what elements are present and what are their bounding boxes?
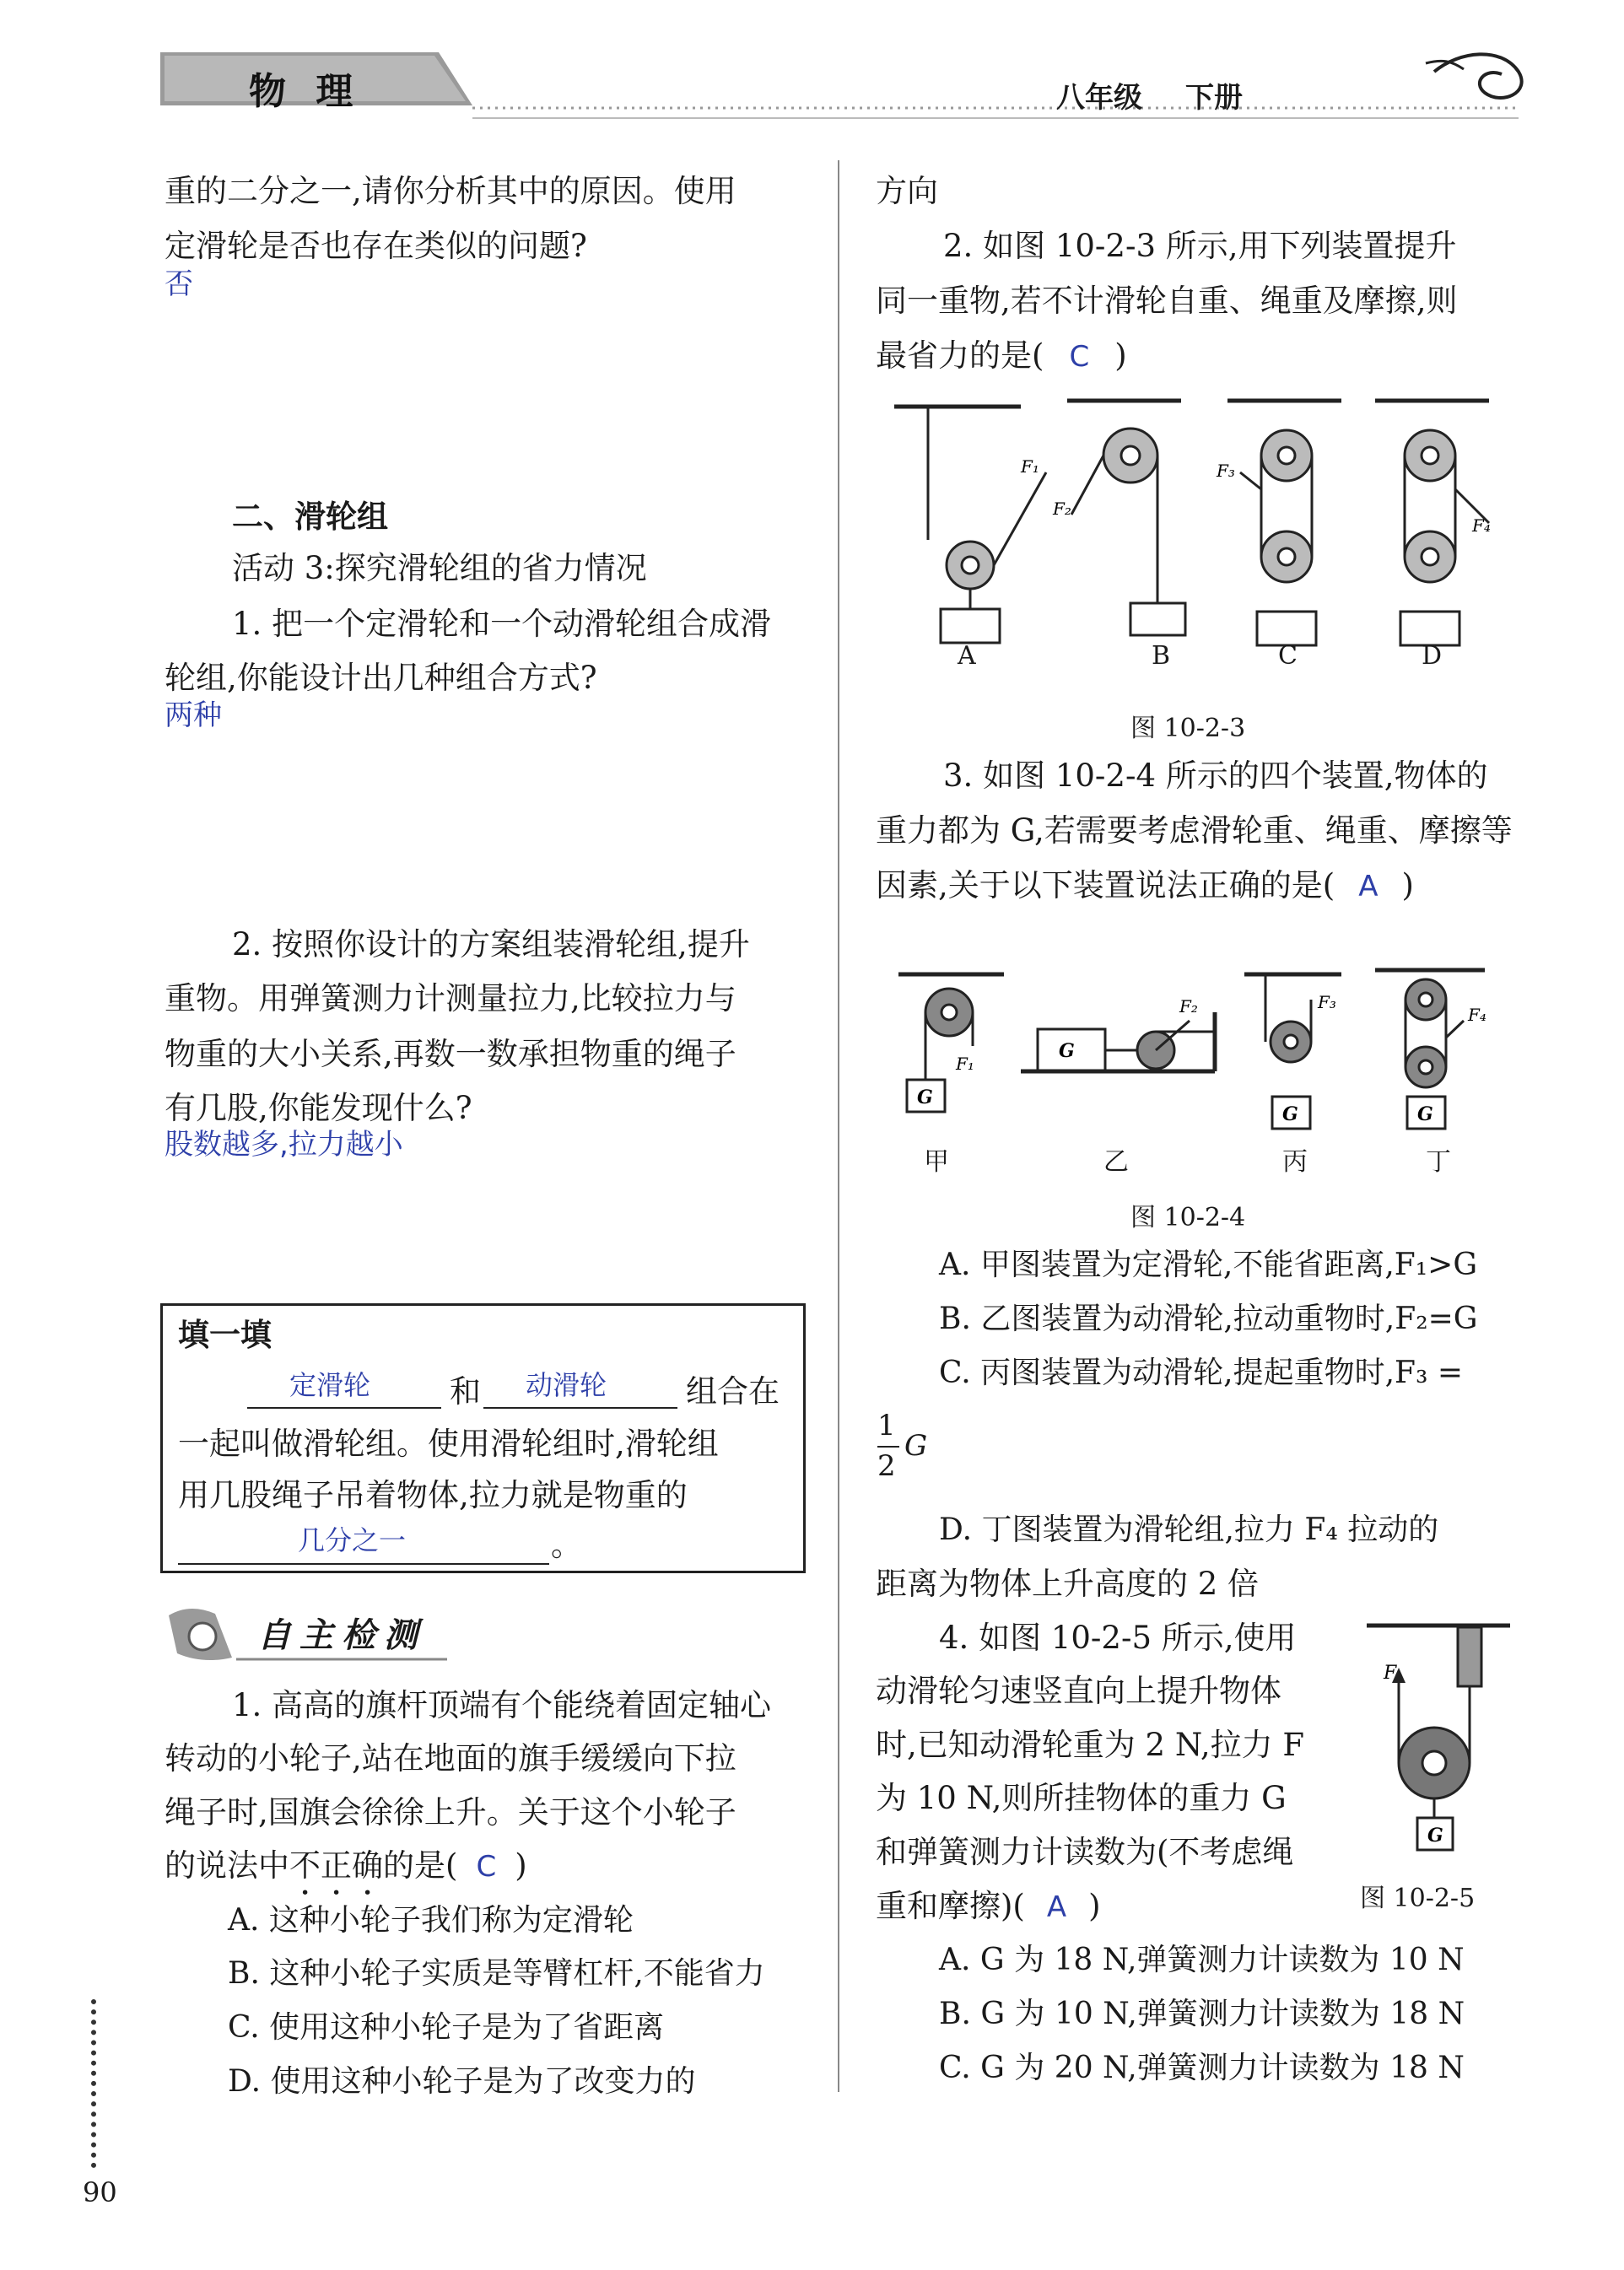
self-check-title: 自主检测 xyxy=(257,1615,426,1655)
header-volume: 下册 xyxy=(1185,81,1243,115)
left-q3-option-c: C. 使用这种小轮子是为了省距离 xyxy=(228,2010,665,2045)
fig3-label-a: A xyxy=(958,641,976,671)
right-q3-line-2: 重力都为 G,若需要考虑滑轮重、绳重、摩擦等 xyxy=(876,812,1513,849)
fig3-caption: 图 10-2-3 xyxy=(1130,714,1246,743)
left-intro-line-2: 定滑轮是否也存在类似的问题? xyxy=(165,228,587,264)
page-number: 90 xyxy=(83,2176,117,2208)
emphasis-not-correct: 不正确 xyxy=(289,1847,383,1884)
left-q3-option-a: A. 这种小轮子我们称为定滑轮 xyxy=(228,1903,634,1938)
left-q3-line-2: 转动的小轮子,站在地面的旗手缓缓向下拉 xyxy=(165,1740,736,1777)
fig3-label-d: D xyxy=(1422,641,1443,671)
header-swirl-icon xyxy=(1426,54,1522,98)
fig4-label-ding: 丁 xyxy=(1426,1147,1451,1177)
right-q4-line-5: 和弹簧测力计读数为(不考虑绳 xyxy=(876,1834,1294,1870)
right-q3-option-a: A. 甲图装置为定滑轮,不能省距离,F₁>G xyxy=(939,1248,1478,1282)
left-q1-answer: 两种 xyxy=(165,698,222,732)
fig4-label-yi: 乙 xyxy=(1103,1147,1129,1177)
fraction-numerator: 1 xyxy=(877,1409,896,1442)
fill-blank-3-answer: 几分之一 xyxy=(298,1524,407,1556)
right-q2-line-1: 2. 如图 10-2-3 所示,用下列装置提升 xyxy=(943,228,1457,264)
right-q4-option-a: A. G 为 18 N,弹簧测力计读数为 10 N xyxy=(939,1943,1465,1977)
right-q3-answer: A xyxy=(1358,870,1379,903)
fig3-label-c: C xyxy=(1278,641,1298,671)
section-title: 二、滑轮组 xyxy=(232,498,388,535)
fig4-caption: 图 10-2-4 xyxy=(1130,1203,1246,1232)
fig5-force-label: F xyxy=(1384,1663,1397,1684)
fig4-weight-yi: G xyxy=(1059,1040,1075,1062)
left-q3-line-4: 的说法中不正确的是( C ) xyxy=(165,1847,527,1884)
fig3-force-f3: F₃ xyxy=(1217,461,1235,481)
fig5-weight-label: G xyxy=(1427,1825,1443,1847)
figure-10-2-5 xyxy=(1358,1615,1514,1868)
figure-10-2-5-drawing xyxy=(1358,1615,1514,1868)
page-header xyxy=(0,0,1624,135)
fill-line-3: 用几股绳子吊着物体,拉力就是物重的 xyxy=(178,1477,688,1513)
right-q3-option-b: B. 乙图装置为动滑轮,拉动重物时,F₂=G xyxy=(939,1302,1478,1336)
figure-10-2-3 xyxy=(886,388,1544,692)
right-q4-line-1: 4. 如图 10-2-5 所示,使用 xyxy=(939,1620,1297,1656)
left-q3-option-b: B. 这种小轮子实质是等臂杠杆,不能省力 xyxy=(228,1956,765,1991)
fill-line-1-end: 组合在 xyxy=(686,1373,780,1410)
fill-blank-2-answer: 动滑轮 xyxy=(526,1369,607,1401)
left-q2-answer: 股数越多,拉力越小 xyxy=(165,1128,403,1162)
left-q2-line-3: 物重的大小关系,再数一数承担物重的绳子 xyxy=(165,1036,736,1072)
fig5-caption: 图 10-2-5 xyxy=(1360,1884,1476,1913)
fill-in-box xyxy=(160,1303,806,1573)
fig3-force-f1: F₁ xyxy=(1021,456,1039,477)
left-q3-line-1: 1. 高高的旗杆顶端有个能绕着固定轴心 xyxy=(232,1687,772,1723)
fig4-force-f1: F₁ xyxy=(956,1054,974,1074)
left-q2-line-1: 2. 按照你设计的方案组装滑轮组,提升 xyxy=(232,926,750,962)
right-q4-option-b: B. G 为 10 N,弹簧测力计读数为 18 N xyxy=(939,1997,1465,2031)
figure-10-2-4-drawing xyxy=(886,962,1544,1151)
fig3-force-f2: F₂ xyxy=(1053,499,1071,519)
fraction-bar xyxy=(877,1446,899,1448)
figure-10-2-3-drawing xyxy=(886,388,1544,666)
left-q1-line-2: 轮组,你能设计出几种组合方式? xyxy=(165,660,597,696)
activity-title: 活动 3:探究滑轮组的省力情况 xyxy=(232,550,647,586)
fill-blank-1-answer: 定滑轮 xyxy=(289,1369,371,1401)
left-intro-answer: 否 xyxy=(165,267,193,301)
fig4-weight-bing: G xyxy=(1282,1103,1298,1125)
right-q3-option-d-line-1: D. 丁图装置为滑轮组,拉力 F₄ 拉动的 xyxy=(939,1512,1439,1547)
fill-line-4-end: 。 xyxy=(551,1527,582,1563)
figure-10-2-4 xyxy=(886,962,1544,1181)
fill-and: 和 xyxy=(450,1373,481,1410)
fig4-weight-ding: G xyxy=(1417,1103,1433,1125)
left-q2-line-4: 有几股,你能发现什么? xyxy=(165,1090,472,1126)
left-q3-option-d: D. 使用这种小轮子是为了改变力的 xyxy=(228,2064,696,2099)
right-q3-option-d-line-2: 距离为物体上升高度的 2 倍 xyxy=(876,1566,1260,1602)
fraction-g: G xyxy=(904,1429,928,1463)
right-q4-line-4: 为 10 N,则所挂物体的重力 G xyxy=(876,1780,1287,1816)
right-q3-option-c: C. 丙图装置为动滑轮,提起重物时,F₃ = xyxy=(939,1356,1464,1390)
fig4-force-f2: F₂ xyxy=(1179,996,1198,1016)
fill-blank-1 xyxy=(247,1407,441,1409)
right-q4-option-c: C. G 为 20 N,弹簧测力计读数为 18 N xyxy=(939,2051,1465,2085)
fig4-force-f3: F₃ xyxy=(1318,992,1336,1012)
self-check-banner xyxy=(165,1599,451,1666)
fig4-force-f4: F₄ xyxy=(1468,1005,1486,1025)
fig4-label-jia: 甲 xyxy=(924,1147,949,1177)
header-decoration xyxy=(0,0,1624,135)
right-q4-line-2: 动滑轮匀速竖直向上提升物体 xyxy=(876,1673,1281,1709)
left-q3-line-3: 绳子时,国旗会徐徐上升。关于这个小轮子 xyxy=(165,1794,736,1831)
right-q3-line-1: 3. 如图 10-2-4 所示的四个装置,物体的 xyxy=(943,758,1488,794)
right-q2-answer: C xyxy=(1069,340,1090,374)
right-q2-line-2: 同一重物,若不计滑轮自重、绳重及摩擦,则 xyxy=(876,283,1458,319)
left-q2-line-2: 重物。用弹簧测力计测量拉力,比较拉力与 xyxy=(165,980,736,1016)
left-q3-answer: C xyxy=(476,1850,497,1884)
right-q4-line-3: 时,已知动滑轮重为 2 N,拉力 F xyxy=(876,1727,1305,1763)
right-q4-line-6: 重和摩擦)( A ) xyxy=(876,1888,1101,1924)
fill-blank-3 xyxy=(178,1563,549,1565)
fill-blank-2 xyxy=(483,1407,677,1409)
fig3-label-b: B xyxy=(1152,641,1171,671)
fig3-force-f4: F₄ xyxy=(1472,515,1491,536)
left-q1-line-1: 1. 把一个定滑轮和一个动滑轮组合成滑 xyxy=(232,606,772,642)
fill-line-2: 一起叫做滑轮组。使用滑轮组时,滑轮组 xyxy=(178,1426,719,1462)
header-grade: 八年级 xyxy=(1056,81,1142,115)
header-subject: 物 理 xyxy=(249,70,362,113)
column-divider xyxy=(838,160,839,2092)
left-intro-line-1: 重的二分之一,请你分析其中的原因。使用 xyxy=(165,173,736,209)
fraction-denominator: 2 xyxy=(877,1449,896,1483)
right-q4-answer: A xyxy=(1046,1890,1067,1924)
right-q2-line-3: 最省力的是( C ) xyxy=(876,337,1127,374)
fig4-weight-jia: G xyxy=(917,1086,933,1108)
fig4-label-bing: 丙 xyxy=(1282,1147,1308,1177)
fraction-half-g xyxy=(877,1409,945,1493)
page-dots xyxy=(91,1999,96,2168)
fill-in-title: 填一填 xyxy=(178,1316,272,1353)
right-continuation: 方向 xyxy=(876,173,938,209)
right-q3-line-3: 因素,关于以下装置说法正确的是( A ) xyxy=(876,867,1414,903)
